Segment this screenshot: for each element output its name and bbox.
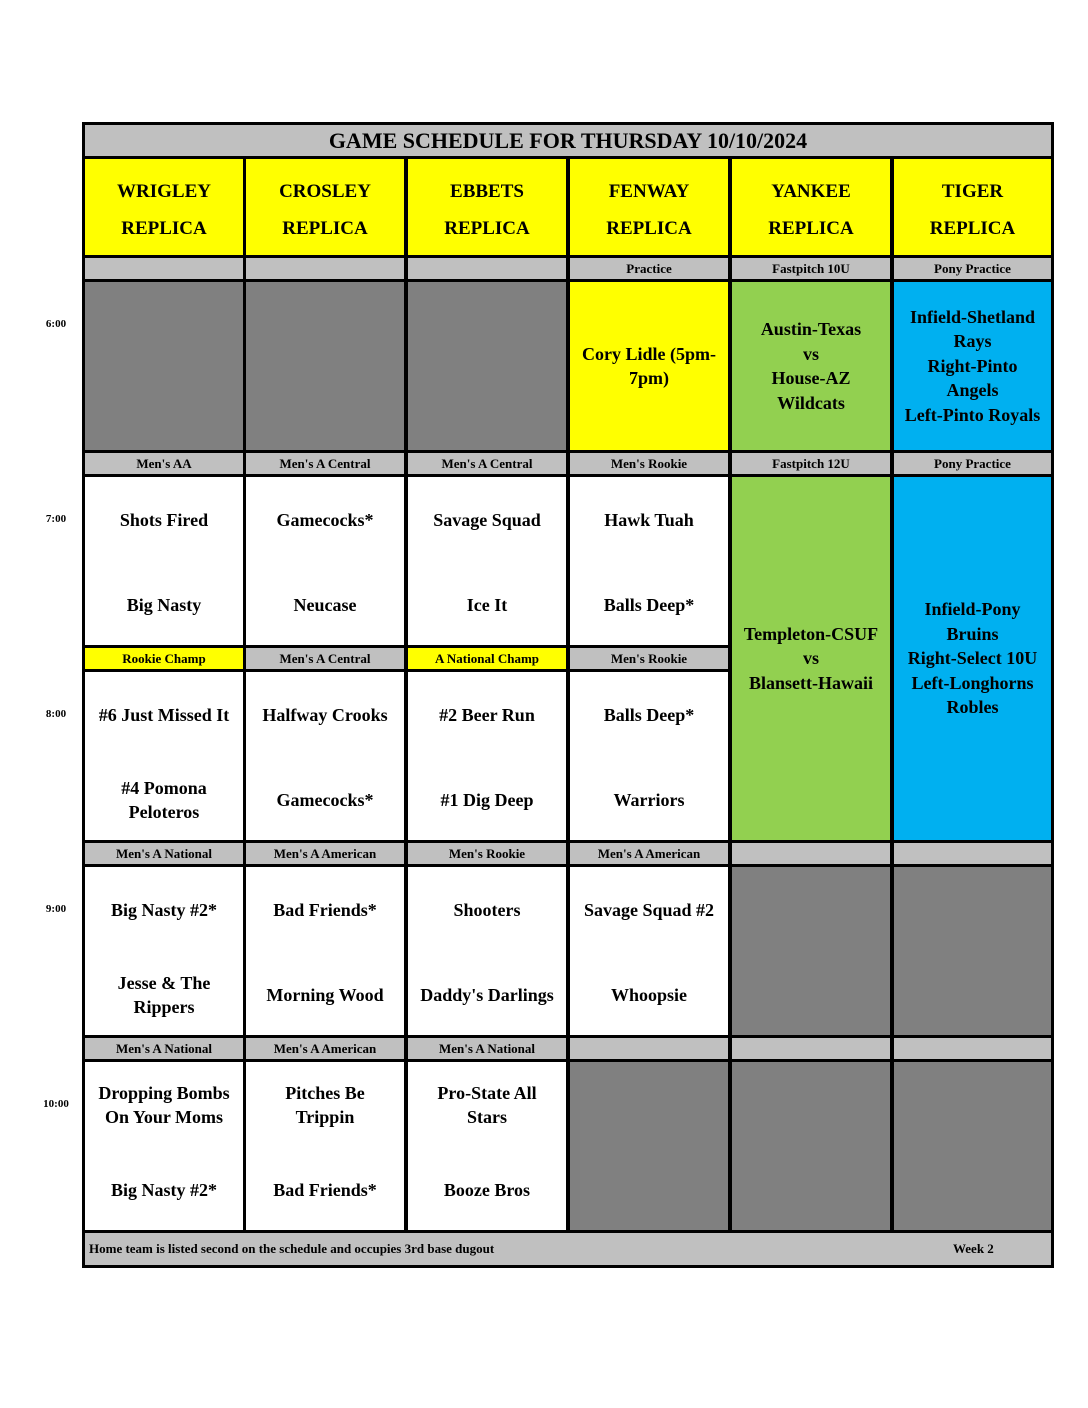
field-header-yankee: YANKEE REPLICA [732, 159, 890, 255]
unused-slot [246, 282, 404, 450]
game-cell: #6 Just Missed It #4 Pomona Peloteros [85, 672, 243, 840]
yankee-6pm-cell: Austin-Texas vs House-AZ Wildcats [732, 282, 890, 450]
division-label [732, 1038, 890, 1059]
division-label: Men's Rookie [570, 453, 728, 474]
division-label [85, 258, 243, 279]
tiger-7pm-cell: Infield-Pony Bruins Right-Select 10U Left-Longhorns Robles [894, 477, 1051, 840]
schedule-footer [85, 1233, 1051, 1265]
game-cell: Big Nasty #2* Jesse & The Rippers [85, 867, 243, 1035]
division-label: A National Champ [408, 648, 566, 669]
division-label: Men's A National [85, 843, 243, 864]
division-label [894, 843, 1051, 864]
division-label: Rookie Champ [85, 648, 243, 669]
division-label: Men's Rookie [570, 648, 728, 669]
division-label: Men's A Central [246, 453, 404, 474]
game-cell: Gamecocks* Neucase [246, 477, 404, 645]
time-label-6: 6:00 [45, 318, 67, 330]
division-label: Men's A National [85, 1038, 243, 1059]
unused-slot [408, 282, 566, 450]
division-label: Men's A American [570, 843, 728, 864]
division-label: Men's A American [246, 1038, 404, 1059]
week-label: Week 2 [953, 1241, 994, 1256]
time-label-8: 8:00 [45, 708, 67, 720]
game-cell: Bad Friends* Morning Wood [246, 867, 404, 1035]
unused-slot [570, 1062, 728, 1230]
unused-slot [732, 867, 890, 1035]
division-label: Men's A Central [246, 648, 404, 669]
unused-slot [894, 867, 1051, 1035]
division-label: Men's A Central [408, 453, 566, 474]
field-header-ebbets: EBBETS REPLICA [408, 159, 566, 255]
division-label [732, 843, 890, 864]
time-label-7: 7:00 [45, 513, 67, 525]
division-label: Pony Practice [894, 258, 1051, 279]
division-label [246, 258, 404, 279]
game-cell: Pro-State All Stars Booze Bros [408, 1062, 566, 1230]
game-cell: #2 Beer Run #1 Dig Deep [408, 672, 566, 840]
game-cell: Balls Deep* Warriors [570, 672, 728, 840]
unused-slot [894, 1062, 1051, 1230]
schedule-title: GAME SCHEDULE FOR THURSDAY 10/10/2024 [85, 125, 1051, 156]
division-label [570, 1038, 728, 1059]
schedule-table [82, 122, 1054, 1268]
time-label-9: 9:00 [45, 903, 67, 915]
division-label: Fastpitch 10U [732, 258, 890, 279]
game-cell: Shots Fired Big Nasty [85, 477, 243, 645]
division-label: Men's AA [85, 453, 243, 474]
division-label: Men's A American [246, 843, 404, 864]
game-cell: Pitches Be Trippin Bad Friends* [246, 1062, 404, 1230]
game-cell: Savage Squad Ice It [408, 477, 566, 645]
division-label: Fastpitch 12U [732, 453, 890, 474]
division-label [894, 1038, 1051, 1059]
division-label [408, 258, 566, 279]
division-label: Men's A National [408, 1038, 566, 1059]
field-header-tiger: TIGER REPLICA [894, 159, 1051, 255]
game-cell: Dropping Bombs On Your Moms Big Nasty #2* [85, 1062, 243, 1230]
unused-slot [732, 1062, 890, 1230]
yankee-7pm-cell: Templeton-CSUF vs Blansett-Hawaii [732, 477, 890, 840]
game-cell: Hawk Tuah Balls Deep* [570, 477, 728, 645]
field-header-fenway: FENWAY REPLICA [570, 159, 728, 255]
game-cell: Shooters Daddy's Darlings [408, 867, 566, 1035]
division-label: Practice [570, 258, 728, 279]
division-label: Men's Rookie [408, 843, 566, 864]
tiger-6pm-cell: Infield-Shetland Rays Right-Pinto Angels Left-Pinto Royals [894, 282, 1051, 450]
footer-note: Home team is listed second on the schedule and occupies 3rd base dugout [89, 1241, 495, 1256]
game-cell: Savage Squad #2 Whoopsie [570, 867, 728, 1035]
fenway-practice-cell: Cory Lidle (5pm-7pm) [570, 282, 728, 450]
game-cell: Halfway Crooks Gamecocks* [246, 672, 404, 840]
field-header-wrigley: WRIGLEY REPLICA [85, 159, 243, 255]
field-header-crosley: CROSLEY REPLICA [246, 159, 404, 255]
division-label: Pony Practice [894, 453, 1051, 474]
unused-slot [85, 282, 243, 450]
time-label-10: 10:00 [43, 1098, 69, 1110]
